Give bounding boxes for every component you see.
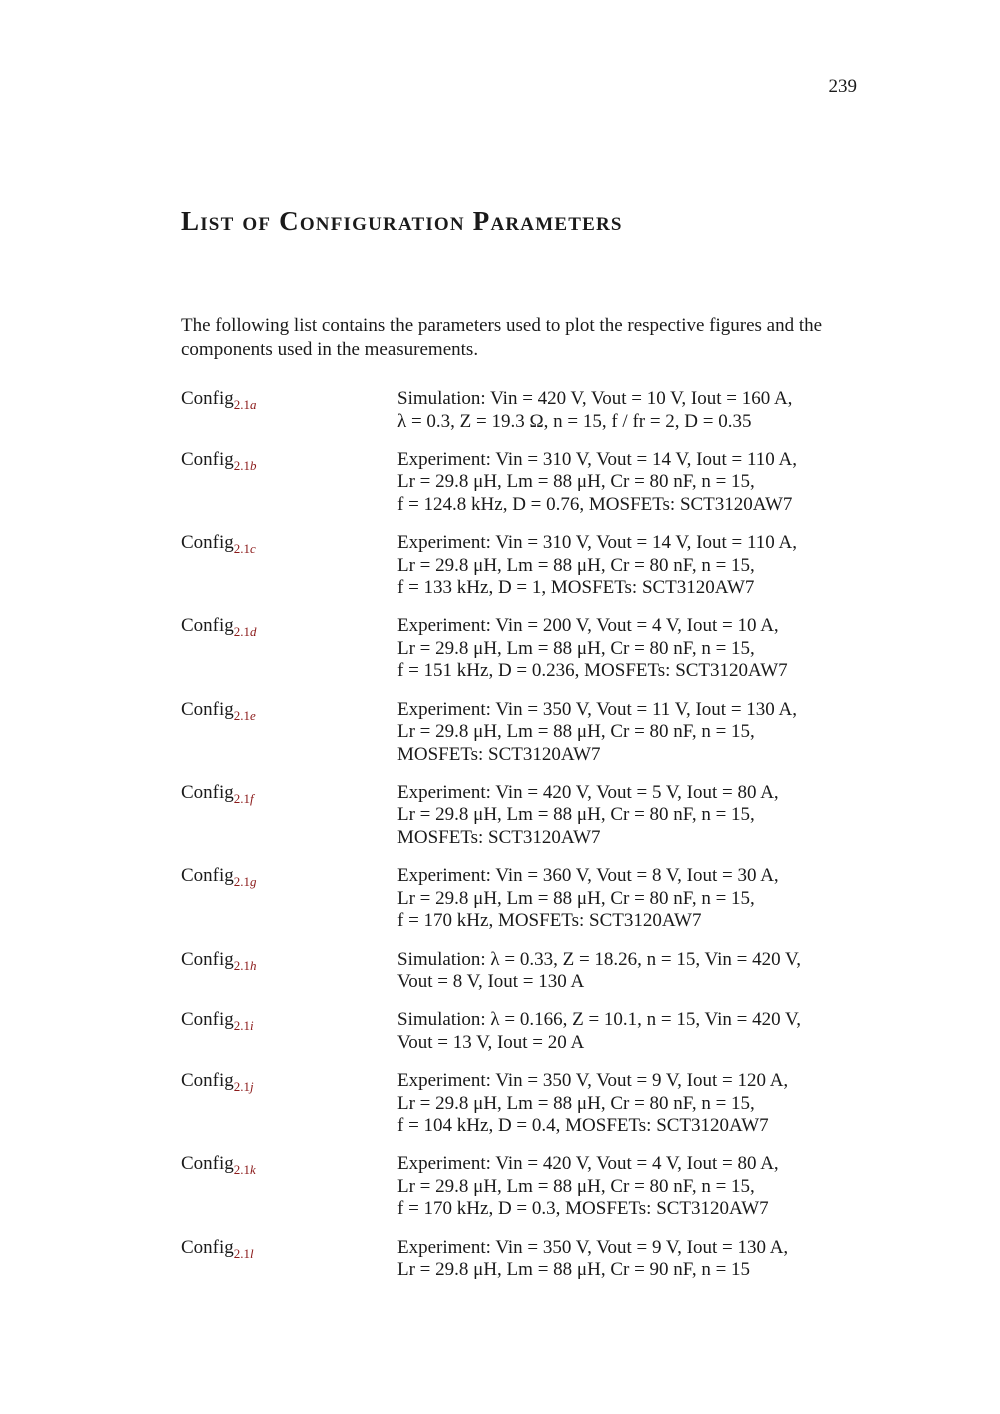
config-parameter-line: Experiment: Vin = 200 V, Vout = 4 V, Iout = 10 A, (397, 615, 779, 637)
config-label: Config$_{2.1i}$ (181, 1009, 254, 1034)
config-ref-link[interactable]: 2.1k (233, 1162, 256, 1178)
config-label: Config$_{2.1h}$ (181, 948, 257, 973)
config-parameter-line: Experiment: Vin = 310 V, Vout = 14 V, Iout = 110 A, (397, 448, 797, 470)
config-ref-link[interactable]: 2.1f (233, 790, 254, 806)
config-label: Config$_{2.1g}$ (181, 865, 257, 890)
chapter-title: List of Configuration Parameters (181, 206, 623, 236)
config-parameters (397, 388, 881, 433)
config-entry (181, 865, 881, 933)
config-label: Config$_{2.1e}$ (181, 698, 256, 723)
config-entry (181, 615, 881, 683)
config-label: Config$_{2.1l}$ (181, 1236, 254, 1261)
config-entry (181, 449, 881, 517)
config-parameter-line: f = 151 kHz, D = 0.236, MOSFETs: SCT3120AW7 (397, 660, 788, 682)
config-ref-link[interactable]: 2.1g (233, 874, 257, 890)
config-parameter-line: Experiment: Vin = 420 V, Vout = 4 V, Iout = 80 A, (397, 1153, 779, 1175)
config-parameters (397, 699, 881, 767)
config-parameter-line: Simulation: λ = 0.166, Z = 10.1, n = 15, Vin = 420 V, (397, 1009, 802, 1031)
config-parameter-line: MOSFETs: SCT3120AW7 (397, 743, 601, 765)
config-parameters (397, 1070, 881, 1138)
config-parameter-line: Experiment: Vin = 420 V, Vout = 5 V, Iout = 80 A, (397, 781, 779, 803)
config-ref-link[interactable]: 2.1c (233, 541, 256, 557)
config-parameter-line: Lr = 29.8 μH, Lm = 88 μH, Cr = 80 nF, n = 15, (397, 1175, 755, 1197)
config-parameter-line: MOSFETs: SCT3120AW7 (397, 826, 601, 848)
config-parameter-line: f = 133 kHz, D = 1, MOSFETs: SCT3120AW7 (397, 577, 755, 599)
config-ref-link[interactable]: 2.1e (233, 707, 256, 723)
config-ref-link[interactable]: 2.1l (233, 1245, 254, 1261)
config-parameter-line: Lr = 29.8 μH, Lm = 88 μH, Cr = 80 nF, n = 15, (397, 721, 755, 743)
config-parameters (397, 782, 881, 850)
config-entry (181, 1153, 881, 1221)
config-parameter-line: Experiment: Vin = 350 V, Vout = 9 V, Iout = 130 A, (397, 1236, 789, 1258)
config-label: Config$_{2.1j}$ (181, 1070, 254, 1095)
config-ref-link[interactable]: 2.1b (233, 457, 257, 473)
config-parameter-line: Lr = 29.8 μH, Lm = 88 μH, Cr = 80 nF, n = 15, (397, 471, 755, 493)
config-parameter-line: Simulation: Vin = 420 V, Vout = 10 V, Iout = 160 A, (397, 388, 793, 409)
config-parameter-line: Experiment: Vin = 310 V, Vout = 14 V, Iout = 110 A, (397, 532, 797, 554)
config-parameter-line: λ = 0.3, Z = 19.3 Ω, n = 15, f / fr = 2, D = 0.35 (397, 410, 752, 432)
config-entry (181, 532, 881, 600)
config-entry (181, 699, 881, 767)
config-parameter-line: f = 170 kHz, MOSFETs: SCT3120AW7 (397, 910, 702, 932)
config-parameter-line: Vout = 13 V, Iout = 20 A (397, 1031, 585, 1053)
config-parameter-line: Experiment: Vin = 350 V, Vout = 9 V, Iout = 120 A, (397, 1070, 789, 1092)
config-ref-link[interactable]: 2.1d (233, 624, 257, 640)
config-ref-link[interactable]: 2.1a (233, 397, 257, 412)
config-parameters (397, 615, 881, 683)
config-parameters (397, 1237, 881, 1282)
config-parameter-line: Experiment: Vin = 350 V, Vout = 11 V, Iout = 130 A, (397, 698, 797, 720)
config-parameter-line: f = 124.8 kHz, D = 0.76, MOSFETs: SCT3120AW7 (397, 493, 793, 515)
config-label: Config$_{2.1a}$ (181, 388, 257, 412)
page-number: 239 (828, 76, 857, 97)
config-entry (181, 1009, 881, 1054)
config-entry (181, 782, 881, 850)
config-parameters (397, 1153, 881, 1221)
config-parameter-line: Lr = 29.8 μH, Lm = 88 μH, Cr = 90 nF, n = 15 (397, 1259, 751, 1281)
intro-paragraph: The following list contains the parameters used to plot the respective figures and the components used in the measurements. (181, 315, 823, 360)
config-parameter-line: Simulation: λ = 0.33, Z = 18.26, n = 15, Vin = 420 V, (397, 948, 802, 970)
config-label: Config$_{2.1f}$ (181, 781, 254, 806)
config-parameter-line: Experiment: Vin = 360 V, Vout = 8 V, Iout = 30 A, (397, 865, 779, 887)
config-parameters (397, 532, 881, 600)
config-entry (181, 1237, 881, 1282)
config-parameters (397, 865, 881, 933)
config-parameter-line: Lr = 29.8 μH, Lm = 88 μH, Cr = 80 nF, n = 15, (397, 804, 755, 826)
config-parameter-line: Vout = 8 V, Iout = 130 A (397, 971, 585, 993)
config-parameter-line: f = 170 kHz, D = 0.3, MOSFETs: SCT3120AW7 (397, 1198, 769, 1220)
config-parameter-line: Lr = 29.8 μH, Lm = 88 μH, Cr = 80 nF, n = 15, (397, 637, 755, 659)
config-list (181, 388, 881, 1298)
config-parameters (397, 949, 881, 994)
config-parameter-line: Lr = 29.8 μH, Lm = 88 μH, Cr = 80 nF, n = 15, (397, 554, 755, 576)
config-label: Config$_{2.1c}$ (181, 532, 256, 557)
config-parameter-line: Lr = 29.8 μH, Lm = 88 μH, Cr = 80 nF, n = 15, (397, 1092, 755, 1114)
config-ref-link[interactable]: 2.1i (233, 1018, 254, 1034)
config-parameters (397, 449, 881, 517)
config-parameter-line: Lr = 29.8 μH, Lm = 88 μH, Cr = 80 nF, n = 15, (397, 887, 755, 909)
config-parameter-line: f = 104 kHz, D = 0.4, MOSFETs: SCT3120AW7 (397, 1115, 769, 1137)
config-entry (181, 949, 881, 994)
config-parameters (397, 1009, 881, 1054)
config-label: Config$_{2.1b}$ (181, 448, 257, 473)
config-label: Config$_{2.1d}$ (181, 615, 257, 640)
config-entry (181, 388, 881, 433)
config-ref-link[interactable]: 2.1h (233, 957, 257, 973)
config-entry (181, 1070, 881, 1138)
config-ref-link[interactable]: 2.1j (233, 1079, 254, 1095)
config-label: Config$_{2.1k}$ (181, 1153, 256, 1178)
